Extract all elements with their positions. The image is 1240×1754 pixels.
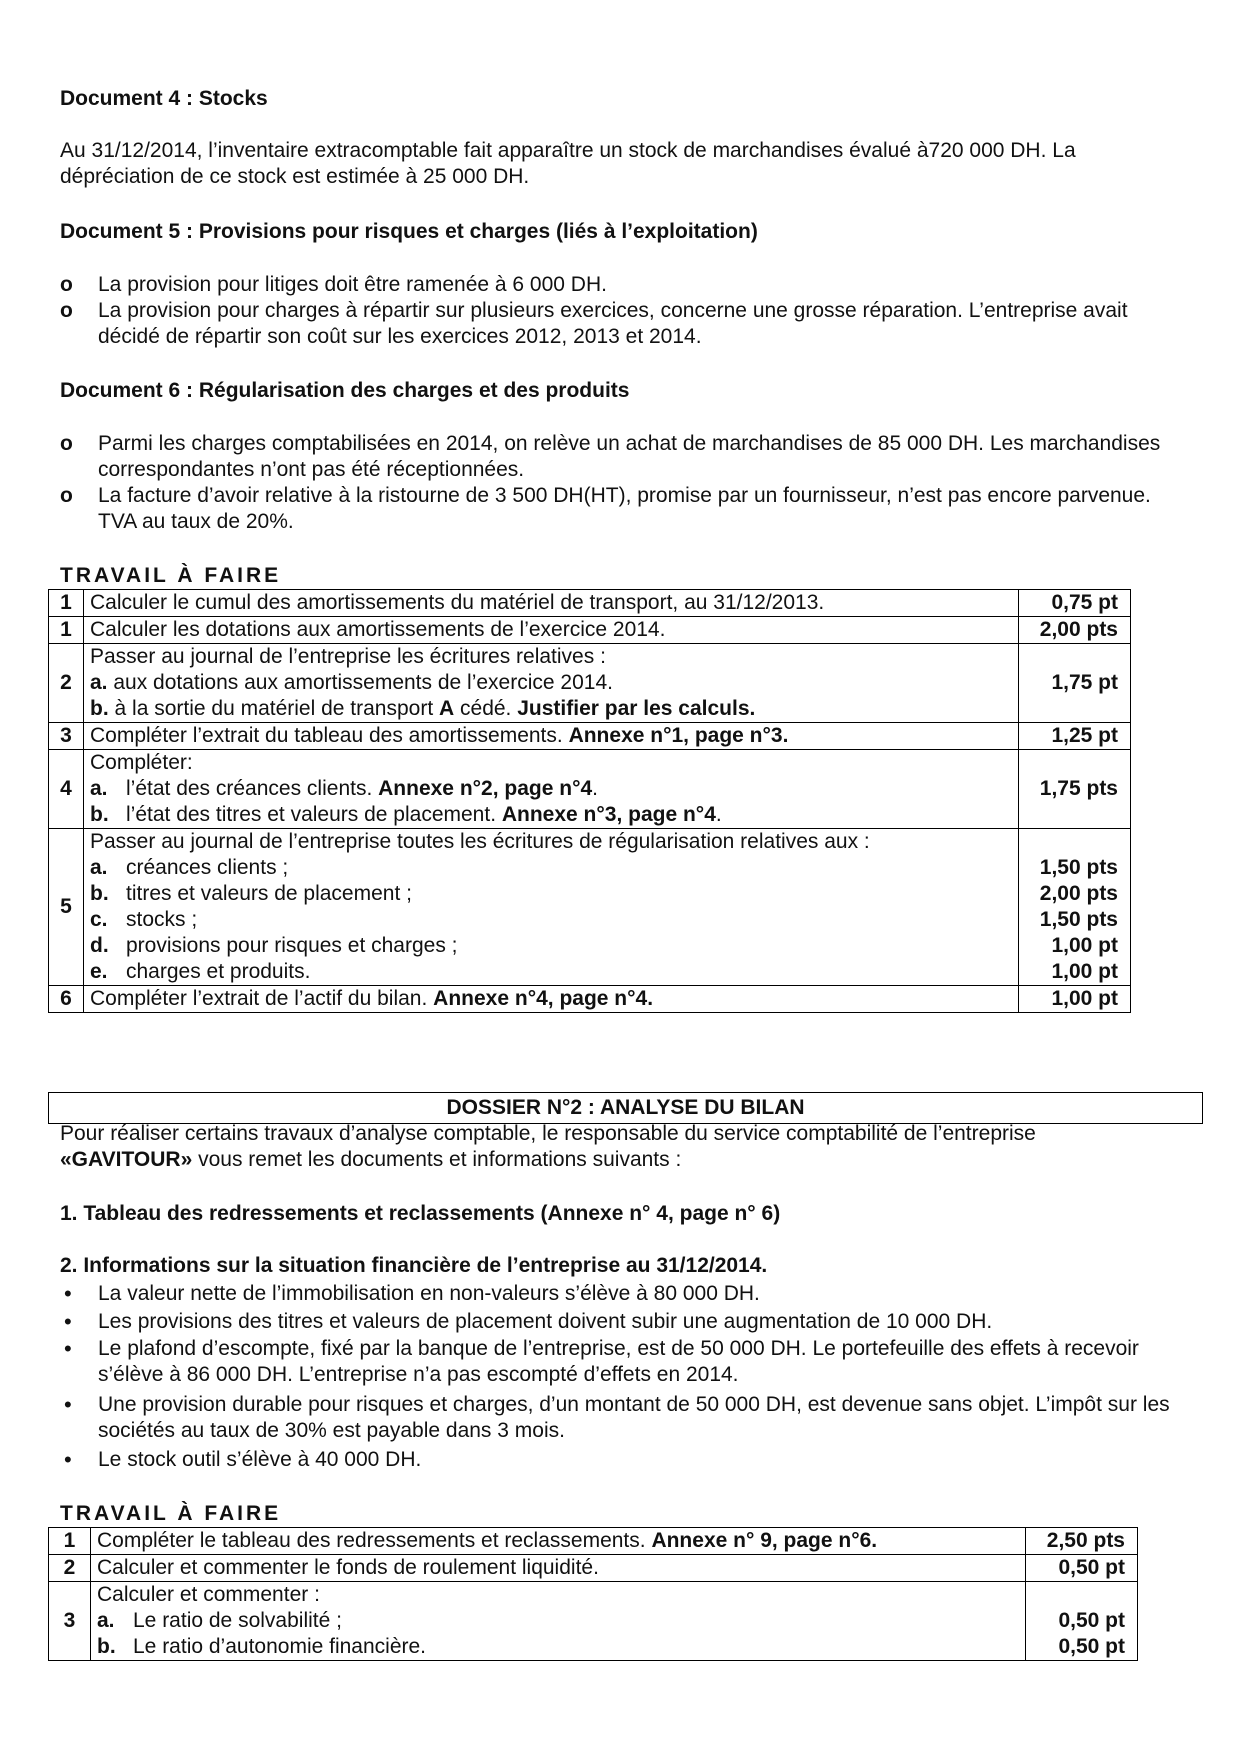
sub-text: stocks ; [126, 908, 198, 931]
task-intro: Passer au journal de l’entreprise toutes les écritures de régularisation relatives aux : [90, 830, 870, 853]
bullet-icon: • [64, 1336, 72, 1361]
row-task: Compléter: a. l’état des créances clients. Annexe n°2, page n°4. b. l’état des titres et valeurs de placement. Annexe n°3, page n°4. [84, 750, 1019, 829]
sub-text: l’état des titres et valeurs de placement. [126, 803, 502, 826]
doc6-item [60, 483, 1180, 535]
task-intro: Calculer et commenter : [97, 1583, 320, 1606]
travail1-table [48, 589, 1131, 1013]
sub-points: 1,00 pt [1051, 934, 1118, 957]
sub-letter: d. [90, 934, 109, 957]
sub-points: 1,00 pt [1051, 960, 1118, 983]
doc6-item [60, 431, 1180, 483]
row-task [91, 1582, 1026, 1661]
table-row [49, 986, 1131, 1013]
bullet-icon: • [64, 1392, 72, 1417]
doc5-item-text: La provision pour charges à répartir sur plusieurs exercices, concerne une grosse réparation. L’entreprise avait décidé de répartir son coût sur les exercices 2012, 2013 et 2014. [98, 299, 1128, 348]
table-row [49, 644, 1131, 723]
table-row [49, 1555, 1138, 1582]
row-number: 4 [49, 750, 84, 829]
sub-text: cédé. [454, 697, 518, 720]
dossier2-section2: 2. Informations sur la situation financière de l’entreprise au 31/12/2014. [60, 1254, 768, 1277]
doc6-item-text: Parmi les charges comptabilisées en 2014, on relève un achat de marchandises de 85 000 DH. Les marchandises correspondantes n’ont pas été réceptionnées. [98, 432, 1161, 481]
bullet-marker: o [60, 432, 73, 455]
row-task [91, 1528, 1026, 1555]
sub-points: 0,50 pt [1058, 1609, 1125, 1632]
intro-line2: vous remet les documents et informations suivants : [192, 1148, 682, 1171]
row-number: 2 [49, 1555, 91, 1582]
doc4-line2: dépréciation de ce stock est estimée à 25 000 DH. [60, 165, 530, 188]
row-points: 1,75 pt [1019, 644, 1131, 723]
sub-text: à la sortie du matériel de transport [114, 697, 440, 720]
info-item [60, 1309, 1180, 1335]
bullet-marker: o [60, 484, 73, 507]
sub-text: provisions pour risques et charges ; [126, 934, 458, 957]
row-points: 0,75 pt [1019, 590, 1131, 617]
sub-letter: a. [90, 777, 108, 800]
sub-letter: b. [90, 697, 109, 720]
row-number: 3 [49, 723, 84, 750]
task-annex: Annexe n° 9, page n°6. [651, 1529, 878, 1552]
info-text: Le plafond d’escompte, fixé par la banque de l’entreprise, est de 50 000 DH. Le portefeuille des effets à recevoir s’élève à 86 000 DH. L’entreprise n’a pas escompté d’effets en 2014. [98, 1337, 1139, 1386]
sub-letter: b. [90, 882, 109, 905]
doc4-line1: Au 31/12/2014, l’inventaire extracomptable fait apparaître un stock de marchandises évalué à720 000 DH. La [60, 139, 1076, 162]
bullet-marker: o [60, 273, 73, 296]
task-text: Compléter le tableau des redressements et reclassements. [97, 1529, 652, 1552]
row-points: 1,00 pt [1019, 986, 1131, 1013]
sub-points: 1,50 pts [1039, 908, 1118, 931]
row-number: 1 [49, 1528, 91, 1555]
dossier2-title: DOSSIER N°2 : ANALYSE DU BILAN [48, 1092, 1203, 1124]
sub-text: Le ratio de solvabilité ; [133, 1609, 342, 1632]
doc4-title: Document 4 : Stocks [60, 87, 268, 110]
dossier2-section1: 1. Tableau des redressements et reclassements (Annexe n° 4, page n° 6) [60, 1202, 781, 1225]
row-number: 6 [49, 986, 84, 1013]
table-row [49, 750, 1131, 829]
travail2-table [48, 1527, 1138, 1661]
sub-letter: a. [90, 671, 108, 694]
info-item [60, 1447, 1180, 1473]
info-text: Les provisions des titres et valeurs de placement doivent subir une augmentation de 10 000 DH. [98, 1310, 993, 1333]
row-task: Calculer les dotations aux amortissements de l’exercice 2014. [84, 617, 1019, 644]
bullet-icon: • [64, 1281, 72, 1306]
row-task: Calculer et commenter le fonds de roulement liquidité. [91, 1555, 1026, 1582]
doc5-title: Document 5 : Provisions pour risques et charges (liés à l’exploitation) [60, 220, 758, 243]
row-task: Calculer le cumul des amortissements du matériel de transport, au 31/12/2013. [84, 590, 1019, 617]
dossier2-intro [60, 1121, 1190, 1173]
table-row [49, 723, 1131, 750]
task-intro: Compléter: [90, 751, 193, 774]
bullet-icon: • [64, 1309, 72, 1334]
sub-letter: c. [90, 908, 108, 931]
sub-points: 2,00 pts [1039, 882, 1118, 905]
bullet-marker: o [60, 299, 73, 322]
row-task [84, 723, 1019, 750]
row-task [84, 644, 1019, 723]
row-points: 1,75 pts [1019, 750, 1131, 829]
sub-text: aux dotations aux amortissements de l’exercice 2014. [113, 671, 613, 694]
doc6-item-text: La facture d’avoir relative à la ristourne de 3 500 DH(HT), promise par un fournisseur, n’est pas encore parvenue. TVA au taux de 20%. [98, 484, 1151, 533]
sub-text: créances clients ; [126, 856, 289, 879]
sub-points: 1,50 pts [1039, 856, 1118, 879]
row-task [84, 829, 1019, 986]
sub-text: charges et produits. [126, 960, 311, 983]
doc5-item [60, 298, 1180, 350]
doc5-item-text: La provision pour litiges doit être ramenée à 6 000 DH. [98, 273, 607, 296]
intro-line1: Pour réaliser certains travaux d’analyse comptable, le responsable du service comptabilité de l’entreprise [60, 1122, 1036, 1145]
doc5-item [60, 272, 1180, 298]
sub-letter: b. [97, 1635, 116, 1658]
table-row [49, 829, 1131, 986]
task-annex: Annexe n°4, page n°4. [433, 987, 654, 1010]
info-text: Le stock outil s’élève à 40 000 DH. [98, 1448, 422, 1471]
row-task [84, 986, 1019, 1013]
task-annex: Annexe n°1, page n°3. [568, 724, 789, 747]
table-row [49, 590, 1131, 617]
table-row [49, 1582, 1138, 1661]
bullet-icon: • [64, 1447, 72, 1472]
doc6-title: Document 6 : Régularisation des charges et des produits [60, 379, 630, 402]
row-points: 2,00 pts [1019, 617, 1131, 644]
travail2-title: TRAVAIL À FAIRE [60, 1502, 282, 1525]
doc4-text [60, 138, 1190, 190]
sub-bold: Justifier par les calculs. [517, 697, 756, 720]
sub-text: Le ratio d’autonomie financière. [133, 1635, 427, 1658]
task-text: Compléter l’extrait de l’actif du bilan. [90, 987, 434, 1010]
row-points: 1,25 pt [1019, 723, 1131, 750]
travail1-title: TRAVAIL À FAIRE [60, 564, 282, 587]
sub-letter: a. [97, 1609, 115, 1632]
info-item [60, 1336, 1180, 1388]
task-intro: Passer au journal de l’entreprise les écritures relatives : [90, 645, 606, 668]
row-number: 1 [49, 590, 84, 617]
row-points [1026, 1582, 1138, 1661]
info-item [60, 1392, 1180, 1444]
sub-bold: A [439, 697, 455, 720]
table-row [49, 1528, 1138, 1555]
info-item [60, 1281, 1180, 1307]
sub-text: titres et valeurs de placement ; [126, 882, 412, 905]
info-text: Une provision durable pour risques et charges, d’un montant de 50 000 DH, est devenue sans objet. L’impôt sur les sociétés au taux de 30% est payable dans 3 mois. [98, 1393, 1170, 1442]
sub-letter: a. [90, 856, 108, 879]
sub-annex: Annexe n°2, page n°4 [378, 777, 593, 800]
row-number: 2 [49, 644, 84, 723]
row-points: 2,50 pts [1026, 1528, 1138, 1555]
company-name: «GAVITOUR» [60, 1148, 193, 1171]
row-points [1019, 829, 1131, 986]
sub-annex: Annexe n°3, page n°4 [501, 803, 716, 826]
sub-text: l’état des créances clients. [126, 777, 379, 800]
row-points: 0,50 pt [1026, 1555, 1138, 1582]
sub-letter: e. [90, 960, 108, 983]
table-row [49, 617, 1131, 644]
info-text: La valeur nette de l’immobilisation en non-valeurs s’élève à 80 000 DH. [98, 1282, 760, 1305]
row-number: 1 [49, 617, 84, 644]
row-number: 5 [49, 829, 84, 986]
sub-letter: b. [90, 803, 109, 826]
row-number: 3 [49, 1582, 91, 1661]
sub-points: 0,50 pt [1058, 1635, 1125, 1658]
task-text: Compléter l’extrait du tableau des amortissements. [90, 724, 569, 747]
